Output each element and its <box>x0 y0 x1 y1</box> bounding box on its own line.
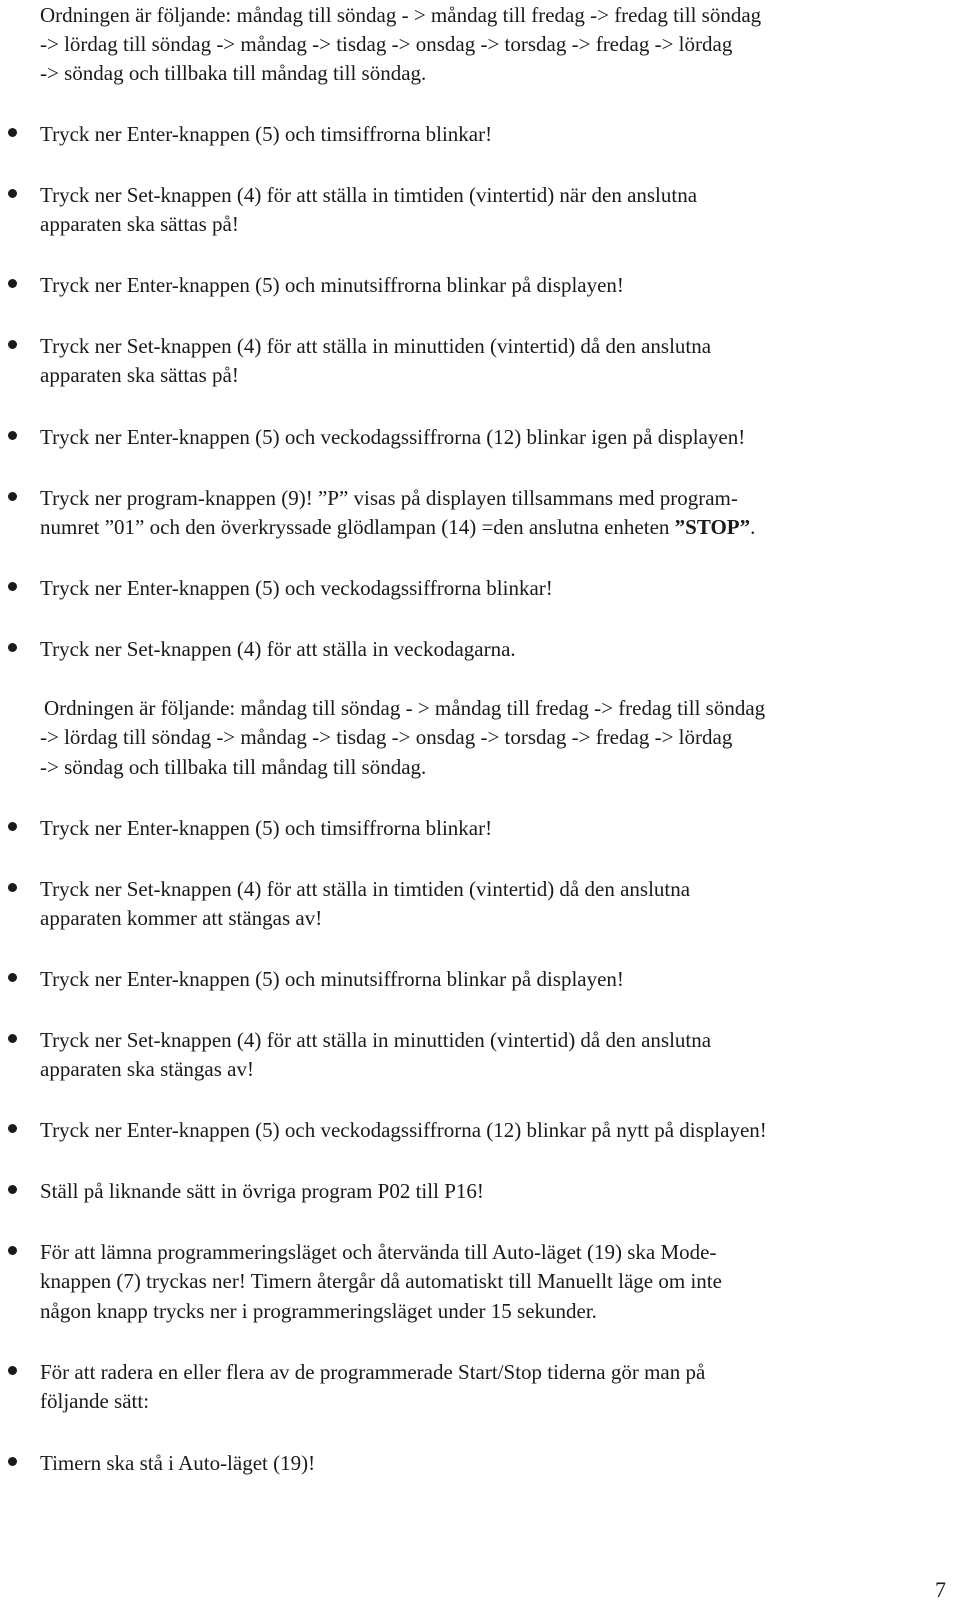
intro-line: -> lördag till söndag -> måndag -> tisdag -> onsdag -> torsdag -> fredag -> lördag <box>40 32 733 56</box>
bullet-icon <box>8 1124 17 1133</box>
list-item-text: Tryck ner Enter-knappen (5) och timsiffrorna blinkar! <box>40 816 493 840</box>
bullet-icon <box>8 279 17 288</box>
order-line: Ordningen är följande: måndag till söndag - > måndag till fredag -> fredag till söndag <box>44 696 766 720</box>
list-item-text: Tryck ner Enter-knappen (5) och minutsiffrorna blinkar på displayen! <box>40 967 624 991</box>
bullet-icon <box>8 643 17 652</box>
bullet-icon <box>8 822 17 831</box>
list-item-text: Tryck ner Set-knappen (4) för att ställa in timtiden (vintertid) när den anslutna <box>40 183 698 207</box>
list-item-text: apparaten ska sättas på! <box>40 363 239 387</box>
list-item-text: Tryck ner Enter-knappen (5) och timsiffrorna blinkar! <box>40 122 493 146</box>
bullet-icon <box>8 492 17 501</box>
bullet-icon <box>8 973 17 982</box>
page-number: 7 <box>935 1577 946 1602</box>
list-item-text: följande sätt: <box>40 1389 150 1413</box>
bullet-icon <box>8 582 17 591</box>
list-item-text: apparaten ska sättas på! <box>40 212 239 236</box>
list-item-text: För att radera en eller flera av de programmerade Start/Stop tiderna gör man på <box>40 1360 706 1384</box>
bullet-icon <box>8 1457 17 1466</box>
list-item-text: knappen (7) tryckas ner! Timern återgår då automatiskt till Manuellt läge om inte <box>40 1269 722 1293</box>
bullet-icon <box>8 1034 17 1043</box>
list-item-text: Tryck ner Enter-knappen (5) och veckodagssiffrorna (12) blinkar på nytt på displayen! <box>40 1118 767 1142</box>
list-item-text: Tryck ner program-knappen (9)! ”P” visas på displayen tillsammans med program- <box>40 486 738 510</box>
bullet-icon <box>8 128 17 137</box>
bullet-icon <box>8 1366 17 1375</box>
list-item-text: För att lämna programmeringsläget och återvända till Auto-läget (19) ska Mode- <box>40 1240 717 1264</box>
list-item-text: apparaten kommer att stängas av! <box>40 906 323 930</box>
list-item-text: Tryck ner Set-knappen (4) för att ställa in minuttiden (vintertid) då den anslutna <box>40 334 712 358</box>
list-item-text: Ställ på liknande sätt in övriga program P02 till P16! <box>40 1179 484 1203</box>
list-item-text-part: . <box>750 515 756 539</box>
list-item-text: någon knapp trycks ner i programmeringsläget under 15 sekunder. <box>40 1299 597 1323</box>
list-item-text: Tryck ner Set-knappen (4) för att ställa in veckodagarna. <box>40 637 516 661</box>
stop-label: ”STOP” <box>674 515 751 539</box>
bullet-icon <box>8 340 17 349</box>
order-line: -> söndag och tillbaka till måndag till söndag. <box>40 755 427 779</box>
list-item-text: Tryck ner Enter-knappen (5) och minutsiffrorna blinkar på displayen! <box>40 273 624 297</box>
bullet-icon <box>8 1185 17 1194</box>
list-item-text: Tryck ner Enter-knappen (5) och veckodagssiffrorna blinkar! <box>40 576 553 600</box>
list-item-text <box>40 512 755 542</box>
intro-line: -> söndag och tillbaka till måndag till söndag. <box>40 61 427 85</box>
bullet-icon <box>8 189 17 198</box>
list-item-text: Timern ska stå i Auto-läget (19)! <box>40 1451 316 1475</box>
list-item-text: Tryck ner Set-knappen (4) för att ställa in timtiden (vintertid) då den anslutna <box>40 877 691 901</box>
intro-line: Ordningen är följande: måndag till söndag - > måndag till fredag -> fredag till söndag <box>40 3 762 27</box>
list-item-text-part: numret ”01” och den överkryssade glödlampan (14) =den anslutna enheten <box>40 515 675 539</box>
bullet-icon <box>8 883 17 892</box>
order-line: -> lördag till söndag -> måndag -> tisdag -> onsdag -> torsdag -> fredag -> lördag <box>40 725 733 749</box>
list-item-text: apparaten ska stängas av! <box>40 1057 254 1081</box>
bullet-icon <box>8 431 17 440</box>
bullet-icon <box>8 1246 17 1255</box>
list-item-text: Tryck ner Enter-knappen (5) och veckodagssiffrorna (12) blinkar igen på displayen! <box>40 425 746 449</box>
list-item-text: Tryck ner Set-knappen (4) för att ställa in minuttiden (vintertid) då den anslutna <box>40 1028 712 1052</box>
